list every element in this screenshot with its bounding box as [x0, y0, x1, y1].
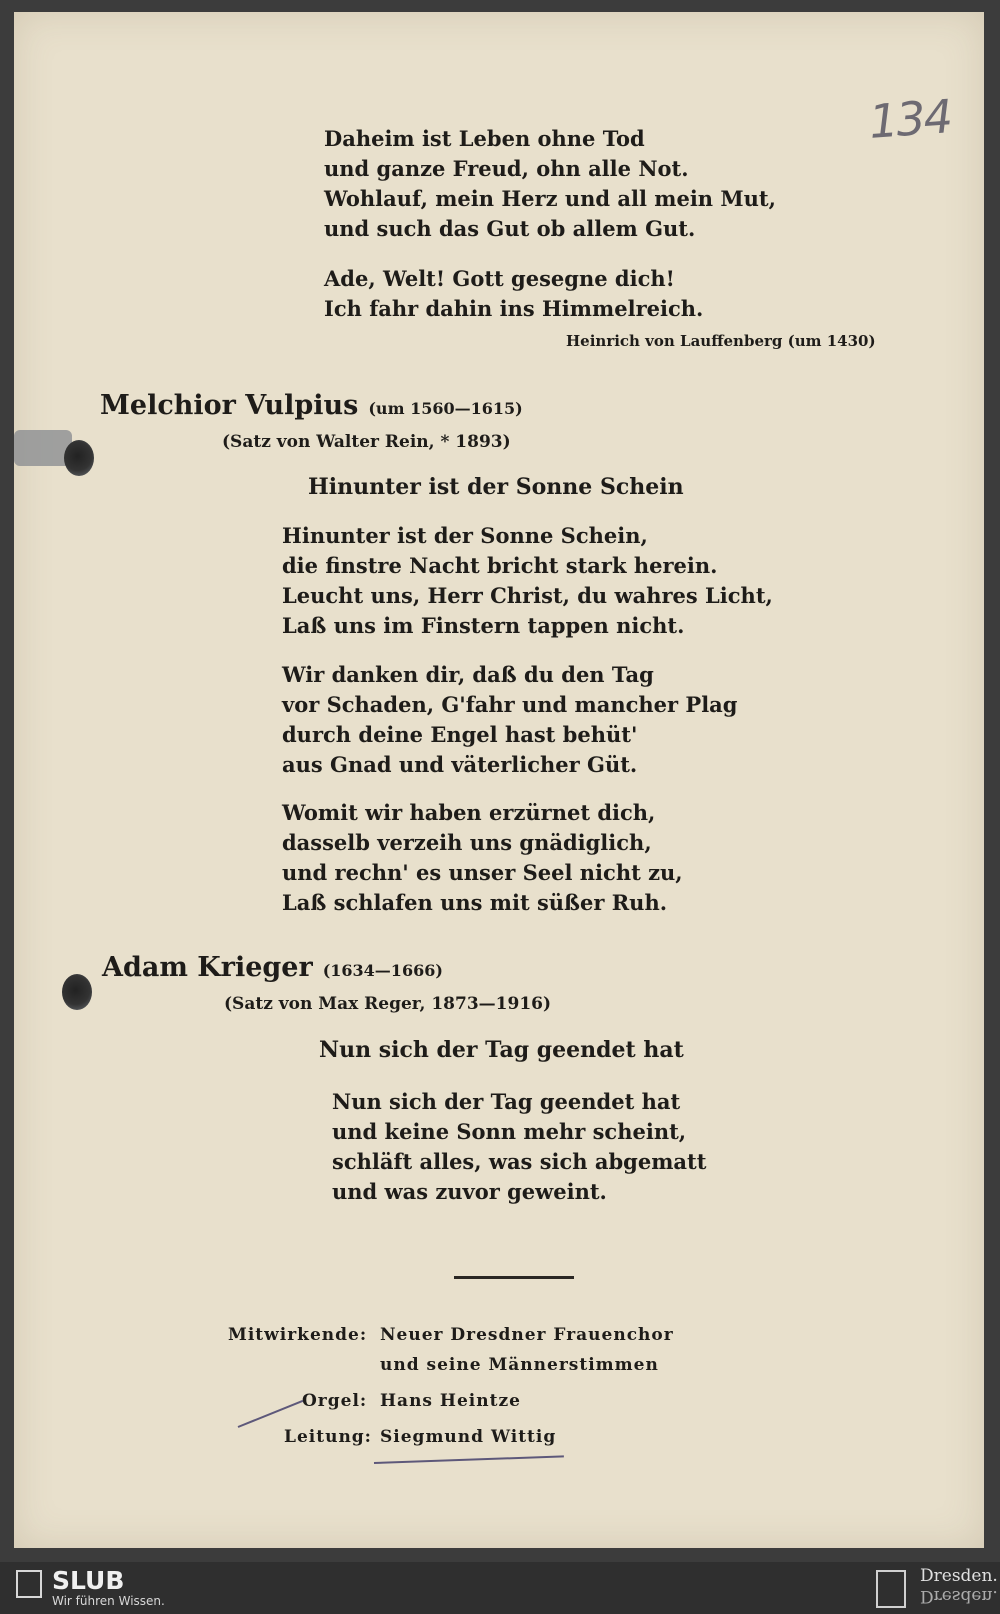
verse-line: Laß schlafen uns mit süßer Ruh. — [282, 890, 668, 915]
song3-stanza — [332, 1087, 706, 1207]
poem1-attribution: Heinrich von Lauffenberg (um 1430) — [566, 332, 876, 350]
section-divider — [454, 1276, 574, 1279]
verse-line: Daheim ist Leben ohne Tod — [324, 126, 645, 151]
performers-label: Mitwirkende: — [228, 1325, 368, 1345]
composer-dates: (um 1560—1615) — [368, 399, 523, 418]
poem1-stanza1 — [324, 124, 776, 244]
verse-line: Hinunter ist der Sonne Schein, — [282, 523, 648, 548]
verse-line: vor Schaden, G'fahr und mancher Plag — [282, 692, 738, 717]
verse-line: dasselb verzeih uns gnädiglich, — [282, 830, 652, 855]
song-title: Hinunter ist der Sonne Schein — [308, 474, 684, 500]
verse-line: Womit wir haben erzürnet dich, — [282, 800, 656, 825]
conductor-label: Leitung: — [284, 1427, 372, 1447]
composer-name: Melchior Vulpius — [100, 390, 359, 421]
verse-line: Nun sich der Tag geendet hat — [332, 1089, 681, 1114]
slub-logo[interactable]: SLUB — [52, 1566, 125, 1595]
conductor-name: Siegmund Wittig — [380, 1427, 557, 1447]
verse-line: Leucht uns, Herr Christ, du wahres Licht, — [282, 583, 773, 608]
song2-stanza1 — [282, 521, 773, 641]
verse-line: und was zuvor geweint. — [332, 1179, 607, 1204]
song-title: Nun sich der Tag geendet hat — [319, 1037, 684, 1063]
poem1-stanza2 — [324, 264, 703, 324]
verse-line: aus Gnad und väterlicher Güt. — [282, 752, 638, 777]
pen-mark — [238, 1400, 304, 1428]
composer-name: Adam Krieger — [102, 952, 313, 983]
arrangement-credit: (Satz von Walter Rein, * 1893) — [222, 432, 511, 452]
dresden-logo[interactable] — [920, 1566, 998, 1606]
verse-line: Wohlauf, mein Herz und all mein Mut, — [324, 186, 776, 211]
punch-hole — [62, 974, 92, 1010]
organ-label: Orgel: — [302, 1391, 368, 1411]
verse-line: und ganze Freud, ohn alle Not. — [324, 156, 689, 181]
performers-line2: und seine Männerstimmen — [380, 1355, 659, 1375]
song2-stanza3 — [282, 798, 683, 918]
document-page — [14, 12, 984, 1548]
verse-line: durch deine Engel hast behüt' — [282, 722, 638, 747]
verse-line: Laß uns im Finstern tappen nicht. — [282, 613, 685, 638]
pen-underline — [374, 1455, 564, 1464]
arrangement-credit: (Satz von Max Reger, 1873—1916) — [224, 994, 552, 1014]
punch-hole — [64, 440, 94, 476]
book-icon — [16, 1570, 42, 1598]
verse-line: Wir danken dir, daß du den Tag — [282, 662, 654, 687]
footer-bar — [0, 1562, 1000, 1614]
verse-line: und keine Sonn mehr scheint, — [332, 1119, 687, 1144]
verse-line: die finstre Nacht bricht stark herein. — [282, 553, 718, 578]
handwritten-page-number: 134 — [867, 89, 953, 149]
composer-dates: (1634—1666) — [322, 961, 443, 980]
crest-icon — [876, 1570, 906, 1608]
verse-line: schläft alles, was sich abgematt — [332, 1149, 707, 1174]
composer-heading-krieger — [102, 952, 443, 983]
composer-heading-vulpius — [100, 390, 523, 421]
city-line1: Dresden. — [920, 1566, 998, 1586]
song2-stanza2 — [282, 660, 737, 780]
verse-line: Ich fahr dahin ins Himmelreich. — [324, 296, 704, 321]
verse-line: und rechn' es unser Seel nicht zu, — [282, 860, 683, 885]
slub-tagline: Wir führen Wissen. — [52, 1594, 165, 1608]
verse-line: und such das Gut ob allem Gut. — [324, 216, 696, 241]
city-line2: Dresden. — [920, 1586, 998, 1606]
verse-line: Ade, Welt! Gott gesegne dich! — [324, 266, 675, 291]
performers-line1: Neuer Dresdner Frauenchor — [380, 1325, 674, 1345]
organ-name: Hans Heintze — [380, 1391, 521, 1411]
